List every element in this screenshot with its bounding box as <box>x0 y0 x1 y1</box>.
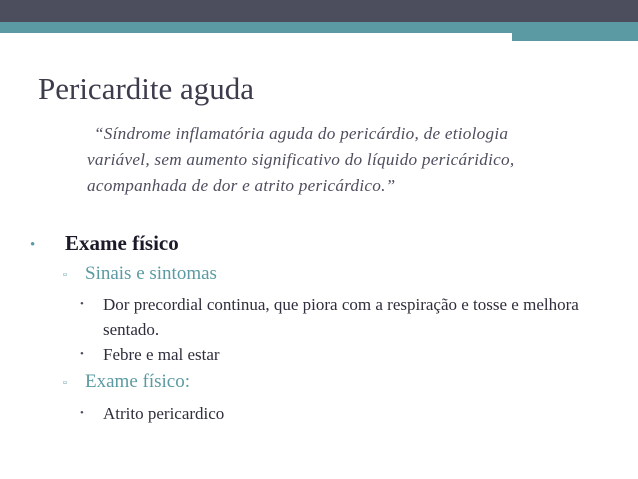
bullet-level3-item <box>80 401 600 426</box>
bullet-level3-item <box>80 342 600 367</box>
quote-line-1: “Síndrome inflamatória aguda do pericárdio, de etiologia <box>94 124 509 143</box>
bullet-text: Dor precordial continua, que piora com a respiração e tosse e melhora sentado. <box>103 295 579 339</box>
slide-title: Pericardite aguda <box>38 71 255 106</box>
bullet-level2-sinais-sintomas <box>63 262 217 287</box>
bullet-label: Sinais e sintomas <box>85 263 217 284</box>
dot-bullet-icon: • <box>80 348 84 360</box>
header-accent-stripe <box>0 22 638 33</box>
bullet-label: Exame físico <box>65 231 179 255</box>
square-bullet-icon: ▫ <box>63 376 67 389</box>
quote-line-2: variável, sem aumento significativo do líquido pericáridico, <box>87 150 515 169</box>
header-accent-tab <box>512 33 638 41</box>
bullet-text: Atrito pericardico <box>103 404 225 423</box>
bullet-label: Exame físico: <box>85 371 190 392</box>
square-bullet-icon: ▫ <box>63 268 67 281</box>
bullet-level1-exame-fisico <box>30 229 179 259</box>
bullet-level3-item <box>80 292 600 342</box>
bullet-icon: • <box>30 237 36 254</box>
dot-bullet-icon: • <box>80 298 84 310</box>
dot-bullet-icon: • <box>80 407 84 419</box>
header-bar <box>0 0 638 22</box>
bullet-level2-exame-fisico <box>63 370 190 395</box>
quote-line-3: acompanhada de dor e atrito pericárdico.” <box>87 176 396 195</box>
bullet-text: Febre e mal estar <box>103 345 220 364</box>
definition-quote <box>87 121 607 199</box>
